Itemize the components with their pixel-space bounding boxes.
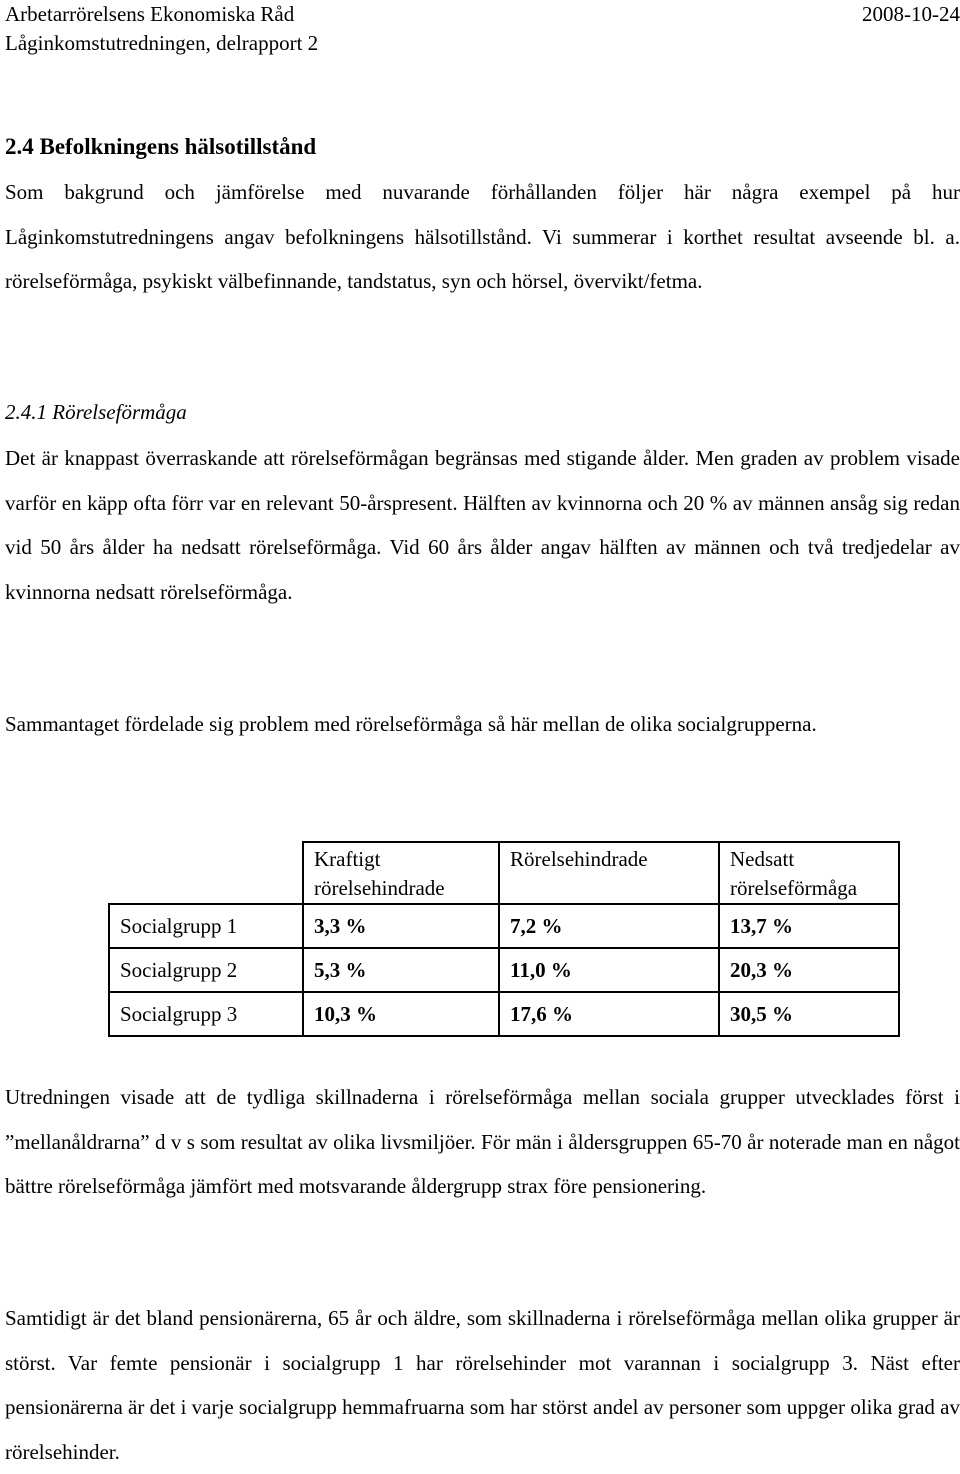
table-cell: 10,3 % — [303, 992, 499, 1036]
table-cell: 20,3 % — [719, 948, 899, 992]
row-label: Socialgrupp 3 — [109, 992, 303, 1036]
header-report: Låginkomstutredningen, delrapport 2 — [5, 31, 319, 55]
socialgroup-table — [108, 841, 900, 1037]
table-row — [109, 904, 899, 948]
column-header: Kraftigt rörelsehindrade — [303, 842, 499, 904]
table-cell: 13,7 % — [719, 904, 899, 948]
table-corner-cell — [109, 842, 303, 904]
table-cell: 30,5 % — [719, 992, 899, 1036]
column-header: Nedsatt rörelseförmåga — [719, 842, 899, 904]
table-row — [109, 948, 899, 992]
paragraph-1: Det är knappast överraskande att rörelseförmågan begränsas med stigande ålder. Men graden av problem visade varför en käpp ofta förr var en relevant 50-årspresent. Hälften av kvinnorna och 20 % av männen ansåg sig redan vid 50 års ålder ha nedsatt rörelseförmåga. Vid 60 års ålder angav hälften av männen och två tredjedelar av kvinnorna nedsatt rörelseförmåga. — [5, 446, 960, 604]
paragraph-2: Sammantaget fördelade sig problem med rörelseförmåga så här mellan de olika socialgrupperna. — [5, 712, 817, 736]
table-cell: 11,0 % — [499, 948, 719, 992]
section-title: 2.4 Befolkningens hälsotillstånd — [5, 134, 317, 159]
paragraph-3: Utredningen visade att de tydliga skillnaderna i rörelseförmåga mellan sociala grupper utvecklades först i ”mellanåldrarna” d v s som resultat av olika livsmiljöer. För män i åldersgruppen 65-70 år noterade man en något bättre rörelseförmåga jämfört med motsvarande åldergrupp strax före pensionering. — [5, 1085, 960, 1198]
table-cell: 5,3 % — [303, 948, 499, 992]
header-date: 2008-10-24 — [862, 2, 960, 26]
header-org: Arbetarrörelsens Ekonomiska Råd — [5, 2, 295, 26]
row-label: Socialgrupp 1 — [109, 904, 303, 948]
table-cell: 17,6 % — [499, 992, 719, 1036]
table-row — [109, 992, 899, 1036]
table-cell: 7,2 % — [499, 904, 719, 948]
paragraph-4: Samtidigt är det bland pensionärerna, 65 år och äldre, som skillnaderna i rörelseförmåga mellan olika grupper är störst. Var femte pensionär i socialgrupp 1 har rörelsehinder mot varannan i socialgrupp 3. Näst efter pensionärerna är det i varje socialgrupp hemmafruarna som har störst andel av personer som uppger olika grad av rörelsehinder. — [5, 1306, 960, 1464]
table-cell: 3,3 % — [303, 904, 499, 948]
subsection-title: 2.4.1 Rörelseförmåga — [5, 400, 187, 424]
row-label: Socialgrupp 2 — [109, 948, 303, 992]
column-header: Rörelsehindrade — [499, 842, 719, 904]
table-header-row — [109, 842, 899, 904]
section-intro: Som bakgrund och jämförelse med nuvarande förhållanden följer här några exempel på hur Låginkomstutredningens angav befolkningens hälsotillstånd. Vi summerar i korthet resultat avseende bl. a. rörelseförmåga, psykiskt välbefinnande, tandstatus, syn och hörsel, övervikt/fetma. — [5, 180, 960, 293]
